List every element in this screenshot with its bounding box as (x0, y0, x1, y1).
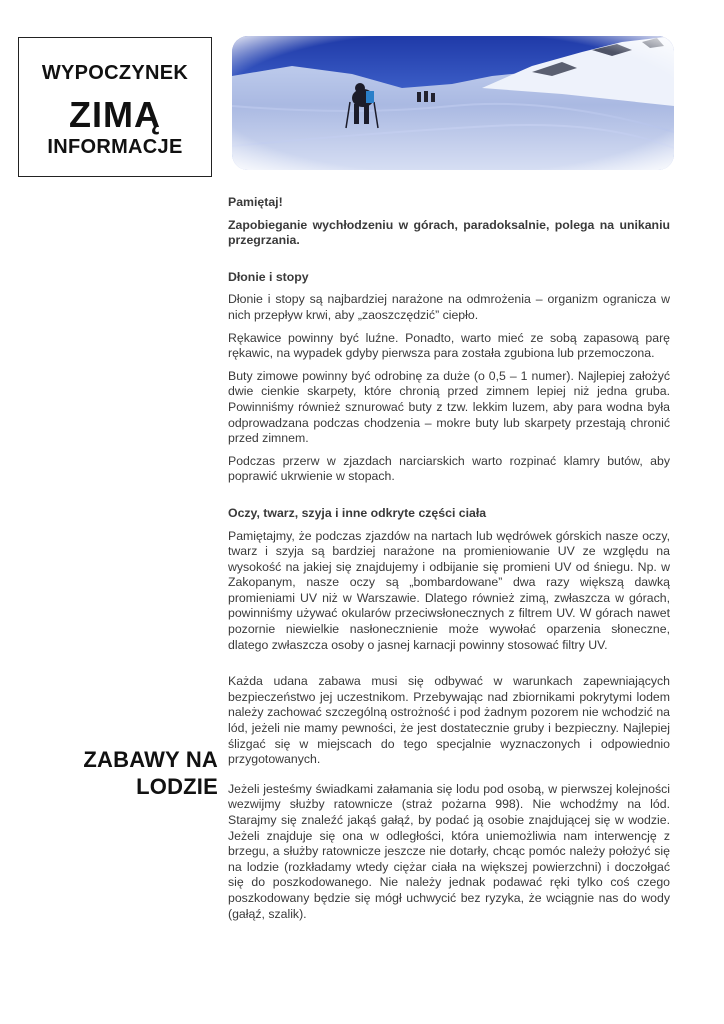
ice-paragraph: Jeżeli jesteśmy świadkami załamania się lodu pod osobą, w pierwszej kolejności wezwijmy służby ratownicze (straż pożarna 998). Nie wchodźmy na lód. Starajmy się znaleźć jakąś gałąź, by podać ją osobie znajdującej się w wodzie. Jeżeli znajduje się ona w odległości, która uniemożliwia nam interwencję z brzegu, a służby ratownicze jeszcze nie dotarły, chcąc pomóc należy położyć się na lodzie (rozkładamy wtedy ciężar ciała na większej powierzchni) i doczołgać się do poszkodowanego. Nie należy jednak podawać ręki tylko coś czego poszkodowany będzie się mógł uchwycić bez ryzyka, że wciągnie nas do wody (gałąź, szalik). (228, 781, 670, 921)
hands-paragraph: Buty zimowe powinny być odrobinę za duże (o 0,5 – 1 numer). Najlepiej założyć dwie cienkie skarpety, które chronią przed zimnem lepiej niż jedna gruba. Powinniśmy również sznurować buty z tzw. lekkim luzem, aby para wodna była odprowadzana podczas chodzenia – mokre buty lub skarpety przestają chronić przed zimnem. (228, 368, 670, 446)
hands-paragraph: Dłonie i stopy są najbardziej narażone na odmrożenia – organizm ogranicza w nich przepływ krwi, aby „zaoszczędzić” ciepło. (228, 292, 670, 322)
ice-heading-line-1: ZABAWY NA (83, 747, 218, 772)
winter-mountain-hikers-photo (232, 36, 674, 170)
ice-heading-line-2: LODZIE (136, 774, 218, 799)
title-line-3: INFORMACJE (47, 136, 183, 158)
section-heading-hands: Dłonie i stopy (228, 269, 309, 284)
photo-illustration (232, 36, 674, 170)
title-line-2: ZIMĄ (69, 94, 161, 135)
ice-paragraph: Każda udana zabawa musi się odbywać w warunkach zapewniających bezpieczeństwo jej uczestnikom. Przebywając nad zbiornikami pokrytymi lodem należy zachować szczególną ostrożność i pod żadnym pozorem nie wchodzić na lód, jeżeli nie mamy pewności, że jest dostatecznie gruby i bezpieczny. Najlepiej ślizgać się w miejscach do tego specjalnie wyznaczonych i odpowiednio przygotowanych. (228, 674, 670, 767)
intro-label: Pamiętaj! (228, 195, 283, 209)
title-line-1: WYPOCZYNEK (41, 62, 189, 84)
section-heading-ice (40, 746, 218, 800)
intro-text: Zapobieganie wychłodzeniu w górach, paradoksalnie, polega na unikaniu przegrzania. (228, 217, 670, 248)
face-paragraph: Pamiętajmy, że podczas zjazdów na nartach lub wędrówek górskich nasze oczy, twarz i szyja są bardziej narażone na promieniowanie UV ze względu na wysokość na jakiej się znajdujemy i odbijanie się promieni UV od śniegu. Np. w Zakopanym, nasze oczy są „bombardowane” dwa razy większą dawką promieniami UV niż w Warszawie. Dlatego również zimą, zwłaszcza w górach, powinniśmy używać okularów przeciwsłonecznych z filtrem UV. W górach nawet pozornie niewielkie nasłonecznienie może wywołać oparzenia słoneczne, dlatego zwłaszcza osoby o jasnej karnacji powinny stosować filtry UV. (228, 528, 670, 652)
article-body (228, 195, 670, 929)
hands-paragraph: Rękawice powinny być luźne. Ponadto, warto mieć ze sobą zapasową parę rękawic, na wypadek gdyby pierwsza para została zgubiona lub przemoczona. (228, 330, 670, 361)
hands-paragraph: Podczas przerw w zjazdach narciarskich warto rozpinać klamry butów, aby poprawić ukrwienie w stopach. (228, 453, 670, 484)
section-heading-face: Oczy, twarz, szyja i inne odkryte części ciała (228, 505, 487, 520)
title-box (18, 37, 212, 177)
